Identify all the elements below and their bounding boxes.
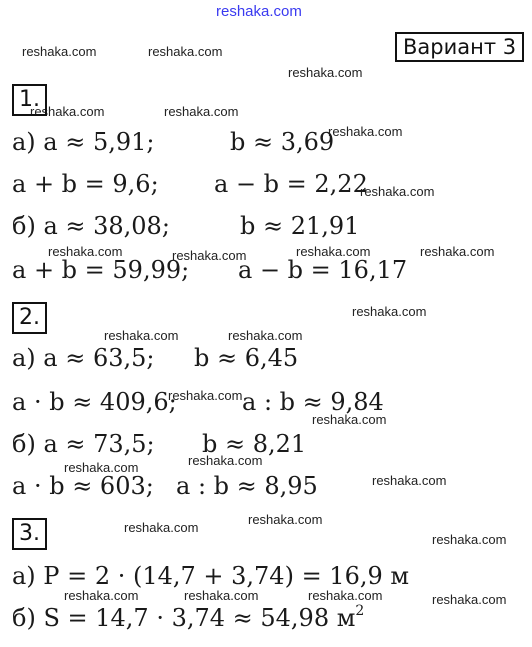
task-1-line-3-left: б) a ≈ 38,08; [12,212,170,240]
task-2-line-1-left: а) a ≈ 63,5; [12,344,155,372]
task-number-3: 3. [12,518,47,550]
task-1-line-2-left: a + b = 9,6; [12,170,159,198]
watermark: reshaka.com [296,244,371,259]
watermark: reshaka.com [352,304,427,319]
task-3-line-2 [12,604,364,632]
task-3-line-2-exponent: 2 [355,603,365,619]
watermark: reshaka.com [64,588,139,603]
watermark: reshaka.com [372,473,447,488]
task-2-line-4-left: a · b ≈ 603; [12,472,154,500]
task-1-line-3-right: b ≈ 21,91 [240,212,360,240]
watermark: reshaka.com [188,453,263,468]
watermark: reshaka.com [22,44,97,59]
task-1-line-4-left: a + b = 59,99; [12,256,190,284]
watermark: reshaka.com [308,588,383,603]
watermark: reshaka.com [148,44,223,59]
watermark: reshaka.com [420,244,495,259]
watermark: reshaka.com [328,124,403,139]
task-2-line-2-right: a : b ≈ 9,84 [242,388,384,416]
watermark: reshaka.com [360,184,435,199]
watermark: reshaka.com [30,104,105,119]
watermark-top: reshaka.com [216,3,302,20]
task-2-line-1-right: b ≈ 6,45 [194,344,299,372]
watermark: reshaka.com [288,65,363,80]
task-number-2: 2. [12,302,47,334]
task-3-line-2-text: б) S = 14,7 · 3,74 ≈ 54,98 м [12,604,356,632]
watermark: reshaka.com [228,328,303,343]
watermark: reshaka.com [168,388,243,403]
watermark: reshaka.com [48,244,123,259]
watermark: reshaka.com [172,248,247,263]
watermark: reshaka.com [164,104,239,119]
task-2-line-3-left: б) a ≈ 73,5; [12,430,155,458]
watermark: reshaka.com [248,512,323,527]
task-3-line-1: а) P = 2 · (14,7 + 3,74) = 16,9 м [12,562,410,590]
watermark: reshaka.com [312,412,387,427]
task-2-line-3-right: b ≈ 8,21 [202,430,307,458]
task-1-line-2-right: a − b = 2,22 [214,170,368,198]
task-1-line-4-right: a − b = 16,17 [238,256,408,284]
watermark: reshaka.com [124,520,199,535]
task-1-line-1-left: а) a ≈ 5,91; [12,128,155,156]
watermark: reshaka.com [184,588,259,603]
watermark: reshaka.com [64,460,139,475]
watermark: reshaka.com [104,328,179,343]
variant-title: Вариант 3 [395,32,524,62]
watermark: reshaka.com [432,592,507,607]
task-2-line-4-right: a : b ≈ 8,95 [176,472,318,500]
task-number-1: 1. [12,84,47,116]
task-2-line-2-left: a · b ≈ 409,6; [12,388,177,416]
watermark: reshaka.com [432,532,507,547]
task-1-line-1-right: b ≈ 3,69 [230,128,335,156]
